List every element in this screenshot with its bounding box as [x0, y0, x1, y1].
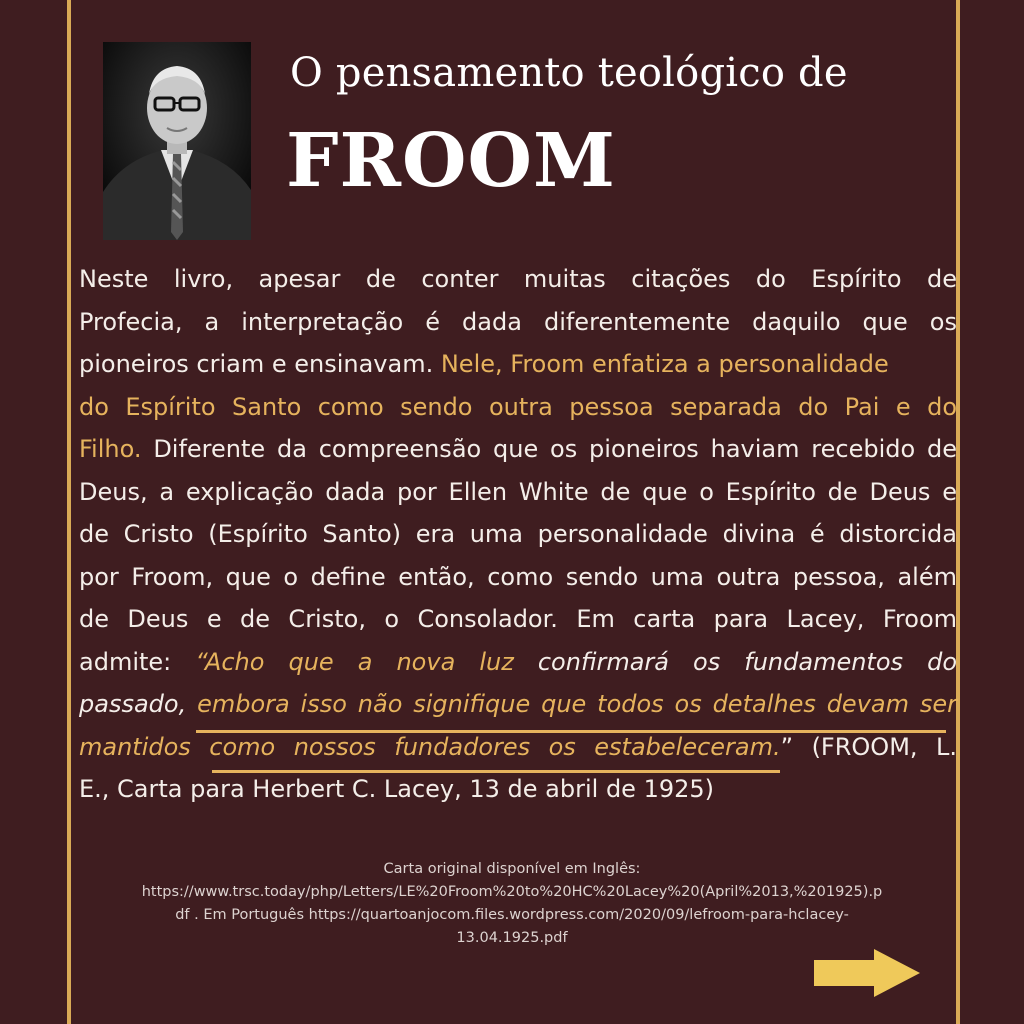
body-line: Neste livro, apesar de conter muitas citações do Espírito de — [79, 265, 957, 293]
body-line: admite: “Acho que a nova luz confirmará os fundamentos do — [79, 647, 957, 676]
quote-text-underlined: embora isso não signifique que todos os detalhes devam ser — [197, 690, 957, 718]
quote-text: confirmará os fundamentos do — [537, 647, 957, 676]
quote-underline — [196, 730, 946, 733]
body-text — [79, 258, 957, 811]
source-footnote — [60, 858, 964, 950]
title-line-2: FROOM — [286, 118, 616, 204]
highlighted-text: do Espírito Santo como sendo outra pessoa separada do Pai e do — [79, 392, 957, 421]
body-line: Filho. Diferente da compreensão que os pioneiros haviam recebido de — [79, 435, 957, 463]
highlighted-text: Nele, Froom enfatiza a personalidade — [440, 350, 889, 378]
footnote-line: Carta original disponível em Inglês: — [383, 861, 641, 877]
body-line: E., Carta para Herbert C. Lacey, 13 de abril de 1925) — [79, 775, 715, 803]
body-line: mantidos como nossos fundadores os estabeleceram.” (FROOM, L. — [79, 732, 958, 761]
author-portrait — [103, 42, 251, 240]
right-arrow-icon[interactable] — [812, 947, 922, 1003]
quote-underline — [212, 770, 780, 773]
body-line — [79, 683, 957, 726]
body-line: Deus, a explicação dada por Ellen White de que o Espírito de Deus e — [79, 477, 957, 506]
footnote-link[interactable]: 13.04.1925.pdf — [456, 930, 568, 946]
highlighted-text: Filho. — [79, 435, 142, 463]
footnote-link[interactable]: df . Em Português https://quartoanjocom.files.wordpress.com/2020/09/lefroom-para-hclacey- — [175, 907, 849, 923]
footnote-link[interactable]: https://www.trsc.today/php/Letters/LE%20Froom%20to%20HC%20Lacey%20(April%2013,%201925).p — [141, 884, 883, 900]
body-line: de Cristo (Espírito Santo) era uma personalidade divina é distorcida — [79, 520, 957, 548]
title-line-1: O pensamento teológico de — [290, 50, 848, 96]
body-line: por Froom, que o define então, como sendo uma outra pessoa, além — [79, 562, 957, 591]
quote-text-underlined: mantidos como nossos fundadores os estabeleceram. — [79, 732, 781, 761]
quote-text: passado, — [79, 690, 198, 718]
quote-text: “Acho que a nova luz — [195, 647, 538, 676]
body-line: pioneiros criam e ensinavam. Nele, Froom enfatiza a personalidade — [79, 350, 889, 378]
body-line: Profecia, a interpretação é dada diferentemente daquilo que os — [79, 307, 957, 336]
body-line: de Deus e de Cristo, o Consolador. Em carta para Lacey, Froom — [79, 605, 957, 633]
